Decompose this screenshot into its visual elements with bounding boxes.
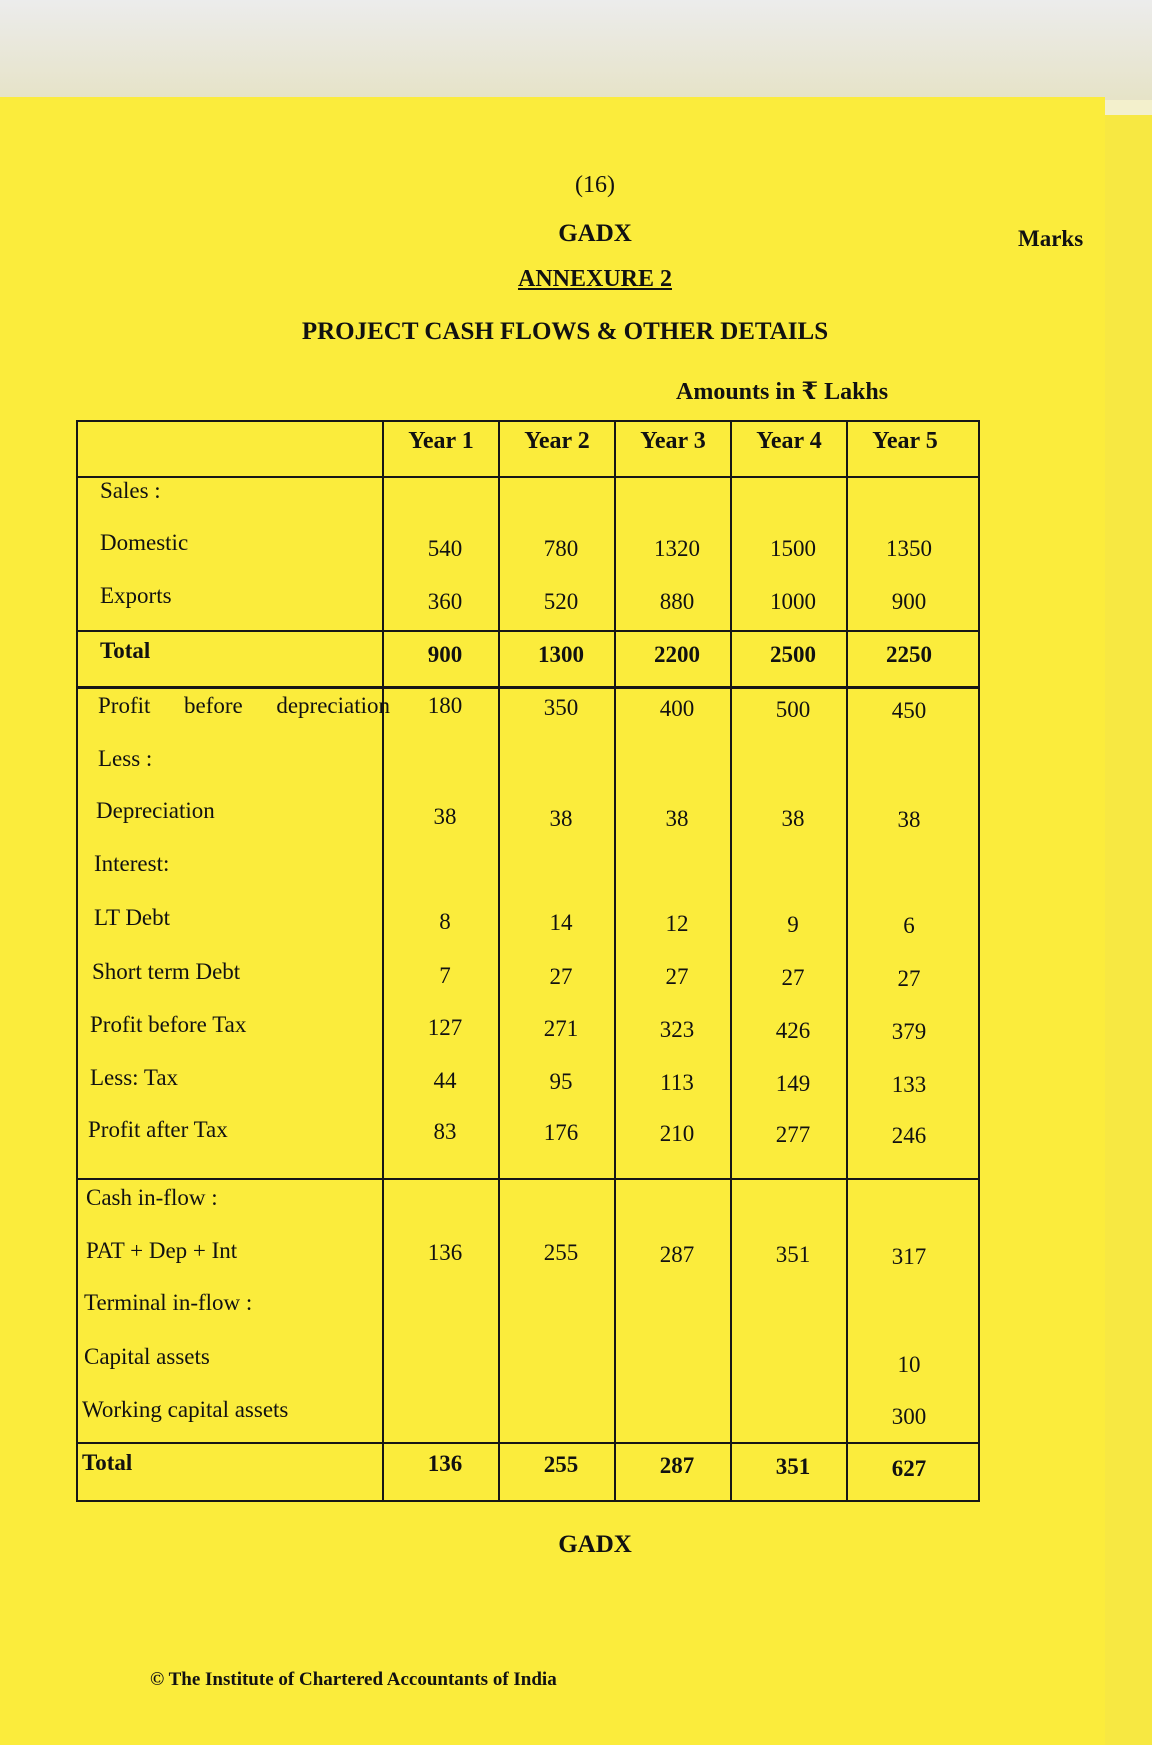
cell-domestic-year2: 780	[543, 536, 579, 561]
cell-pbd-year1: 180	[427, 693, 463, 718]
main-heading: PROJECT CASH FLOWS & OTHER DETAILS	[301, 318, 829, 345]
row-label-profit-before-tax: Profit before Tax	[90, 1012, 247, 1037]
cell-pdi-year2: 255	[543, 1240, 579, 1265]
cell-lt-debt-year1: 8	[439, 909, 451, 934]
sales-total-rule-bottom	[76, 686, 980, 689]
cell-grand-total-year1: 136	[427, 1451, 463, 1476]
cash-inflow-rule	[76, 1178, 980, 1180]
cell-grand-total-year2: 255	[543, 1452, 579, 1477]
cell-sales-total-year1: 900	[427, 642, 463, 667]
cell-st-debt-year1: 7	[439, 963, 451, 988]
row-label-less-tax: Less: Tax	[90, 1065, 179, 1090]
cell-exports-year1: 360	[427, 589, 463, 614]
cell-depreciation-year1: 38	[433, 804, 457, 829]
cell-domestic-year1: 540	[427, 536, 463, 561]
cell-depreciation-year5: 38	[897, 807, 921, 832]
row-label-lt-debt: LT Debt	[94, 905, 171, 930]
row-label-capital-assets: Capital assets	[84, 1344, 210, 1369]
cell-pat-year3: 210	[659, 1121, 695, 1146]
cell-pat-year4: 277	[775, 1122, 811, 1147]
cell-sales-total-year2: 1300	[538, 642, 584, 667]
cell-depreciation-year4: 38	[781, 806, 805, 831]
cell-tax-year5: 133	[891, 1072, 927, 1097]
column-header-year4: Year 4	[756, 428, 822, 454]
row-label-domestic: Domestic	[100, 530, 189, 555]
row-label-profit-before-depreciation	[98, 693, 390, 719]
header-rule	[76, 476, 980, 478]
cell-domestic-year3: 1320	[654, 536, 700, 561]
cell-depreciation-year2: 38	[549, 806, 573, 831]
cell-st-debt-year3: 27	[665, 964, 689, 989]
scan-background-top	[0, 0, 1152, 100]
cell-st-debt-year5: 27	[897, 966, 921, 991]
cell-tax-year3: 113	[660, 1070, 694, 1095]
cell-lt-debt-year5: 6	[903, 913, 915, 938]
cell-exports-year4: 1000	[770, 589, 816, 614]
column-divider-year3	[730, 420, 732, 1502]
cell-tax-year2: 95	[549, 1069, 573, 1094]
column-header-year2: Year 2	[524, 428, 590, 454]
cell-sales-total-year4: 2500	[770, 642, 816, 667]
paper-code-bottom: GADX	[558, 1531, 632, 1558]
column-divider-year2	[614, 420, 616, 1502]
cell-exports-year3: 880	[659, 589, 695, 614]
cell-sales-total-year3: 2200	[654, 642, 700, 667]
cell-pdi-year5: 317	[891, 1244, 927, 1269]
column-header-year3: Year 3	[640, 428, 706, 454]
row-label-exports: Exports	[100, 583, 172, 608]
row-label-short-term-debt: Short term Debt	[92, 959, 241, 984]
cash-inflow-heading: Cash in-flow :	[86, 1185, 218, 1210]
table-border-bottom	[76, 1500, 980, 1502]
cell-pbt-year4: 426	[775, 1018, 811, 1043]
cell-pbd-year2: 350	[543, 695, 579, 720]
cell-pbd-year5: 450	[891, 698, 927, 723]
label-word-profit: Profit	[98, 693, 151, 718]
row-label-profit-after-tax: Profit after Tax	[88, 1117, 228, 1142]
row-label-working-capital-assets: Working capital assets	[82, 1397, 289, 1422]
row-label-sales-total: Total	[100, 638, 151, 663]
cell-exports-year5: 900	[891, 589, 927, 614]
cell-pbt-year1: 127	[427, 1015, 463, 1040]
cell-st-debt-year4: 27	[781, 965, 805, 990]
cell-tax-year4: 149	[775, 1071, 811, 1096]
cell-domestic-year4: 1500	[770, 536, 816, 561]
cell-working-capital-year5: 300	[891, 1404, 927, 1429]
cell-pdi-year1: 136	[427, 1240, 463, 1265]
cell-pbt-year3: 323	[659, 1017, 695, 1042]
cell-capital-assets-year5: 10	[897, 1352, 921, 1377]
label-word-depreciation: depreciation	[276, 693, 390, 718]
cell-tax-year1: 44	[433, 1068, 457, 1093]
row-label-grand-total: Total	[82, 1450, 133, 1475]
cell-exports-year2: 520	[543, 589, 579, 614]
interest-heading: Interest:	[94, 851, 170, 876]
amounts-note: Amounts in ₹ Lakhs	[676, 379, 889, 405]
page-number: (16)	[575, 172, 615, 198]
row-label-pat-dep-int: PAT + Dep + Int	[86, 1238, 238, 1263]
row-label-depreciation: Depreciation	[96, 798, 215, 823]
cell-pdi-year4: 351	[775, 1242, 811, 1267]
column-divider-year1	[498, 420, 500, 1502]
cell-pat-year2: 176	[543, 1120, 579, 1145]
table-border-right	[978, 420, 980, 1502]
cell-lt-debt-year4: 9	[787, 912, 799, 937]
project-cash-flow-table	[76, 420, 980, 1502]
cell-pdi-year3: 287	[659, 1242, 695, 1267]
cell-grand-total-year4: 351	[775, 1454, 811, 1479]
cell-pbd-year3: 400	[659, 696, 695, 721]
cell-pat-year5: 246	[891, 1123, 927, 1148]
annexure-title: ANNEXURE 2	[517, 266, 672, 292]
column-divider-year4	[846, 420, 848, 1502]
copyright-footer: © The Institute of Chartered Accountants of India	[150, 1669, 557, 1690]
cell-pbd-year4: 500	[775, 697, 811, 722]
terminal-inflow-heading: Terminal in-flow :	[84, 1290, 253, 1315]
cell-depreciation-year3: 38	[665, 806, 689, 831]
cell-lt-debt-year2: 14	[549, 910, 573, 935]
cell-grand-total-year3: 287	[659, 1453, 695, 1478]
underlying-page-edge	[1105, 115, 1152, 1745]
cell-lt-debt-year3: 12	[665, 911, 689, 936]
grand-total-rule-top	[76, 1442, 980, 1444]
cell-sales-total-year5: 2250	[886, 642, 932, 667]
sales-heading: Sales :	[100, 478, 161, 503]
column-header-year5: Year 5	[872, 428, 938, 454]
cell-pat-year1: 83	[433, 1119, 457, 1144]
table-border-top	[76, 420, 980, 422]
marks-column-label: Marks	[1018, 226, 1084, 251]
cell-domestic-year5: 1350	[886, 536, 932, 561]
column-divider-label	[382, 420, 384, 1502]
sales-total-rule-top	[76, 630, 980, 632]
cell-grand-total-year5: 627	[891, 1456, 927, 1481]
label-word-before: before	[183, 693, 243, 718]
cell-pbt-year5: 379	[891, 1019, 927, 1044]
paper-code-top: GADX	[558, 220, 632, 247]
column-header-year1: Year 1	[408, 428, 474, 454]
less-heading: Less :	[98, 746, 153, 771]
table-border-left	[76, 420, 78, 1502]
cell-st-debt-year2: 27	[549, 964, 573, 989]
cell-pbt-year2: 271	[543, 1016, 579, 1041]
